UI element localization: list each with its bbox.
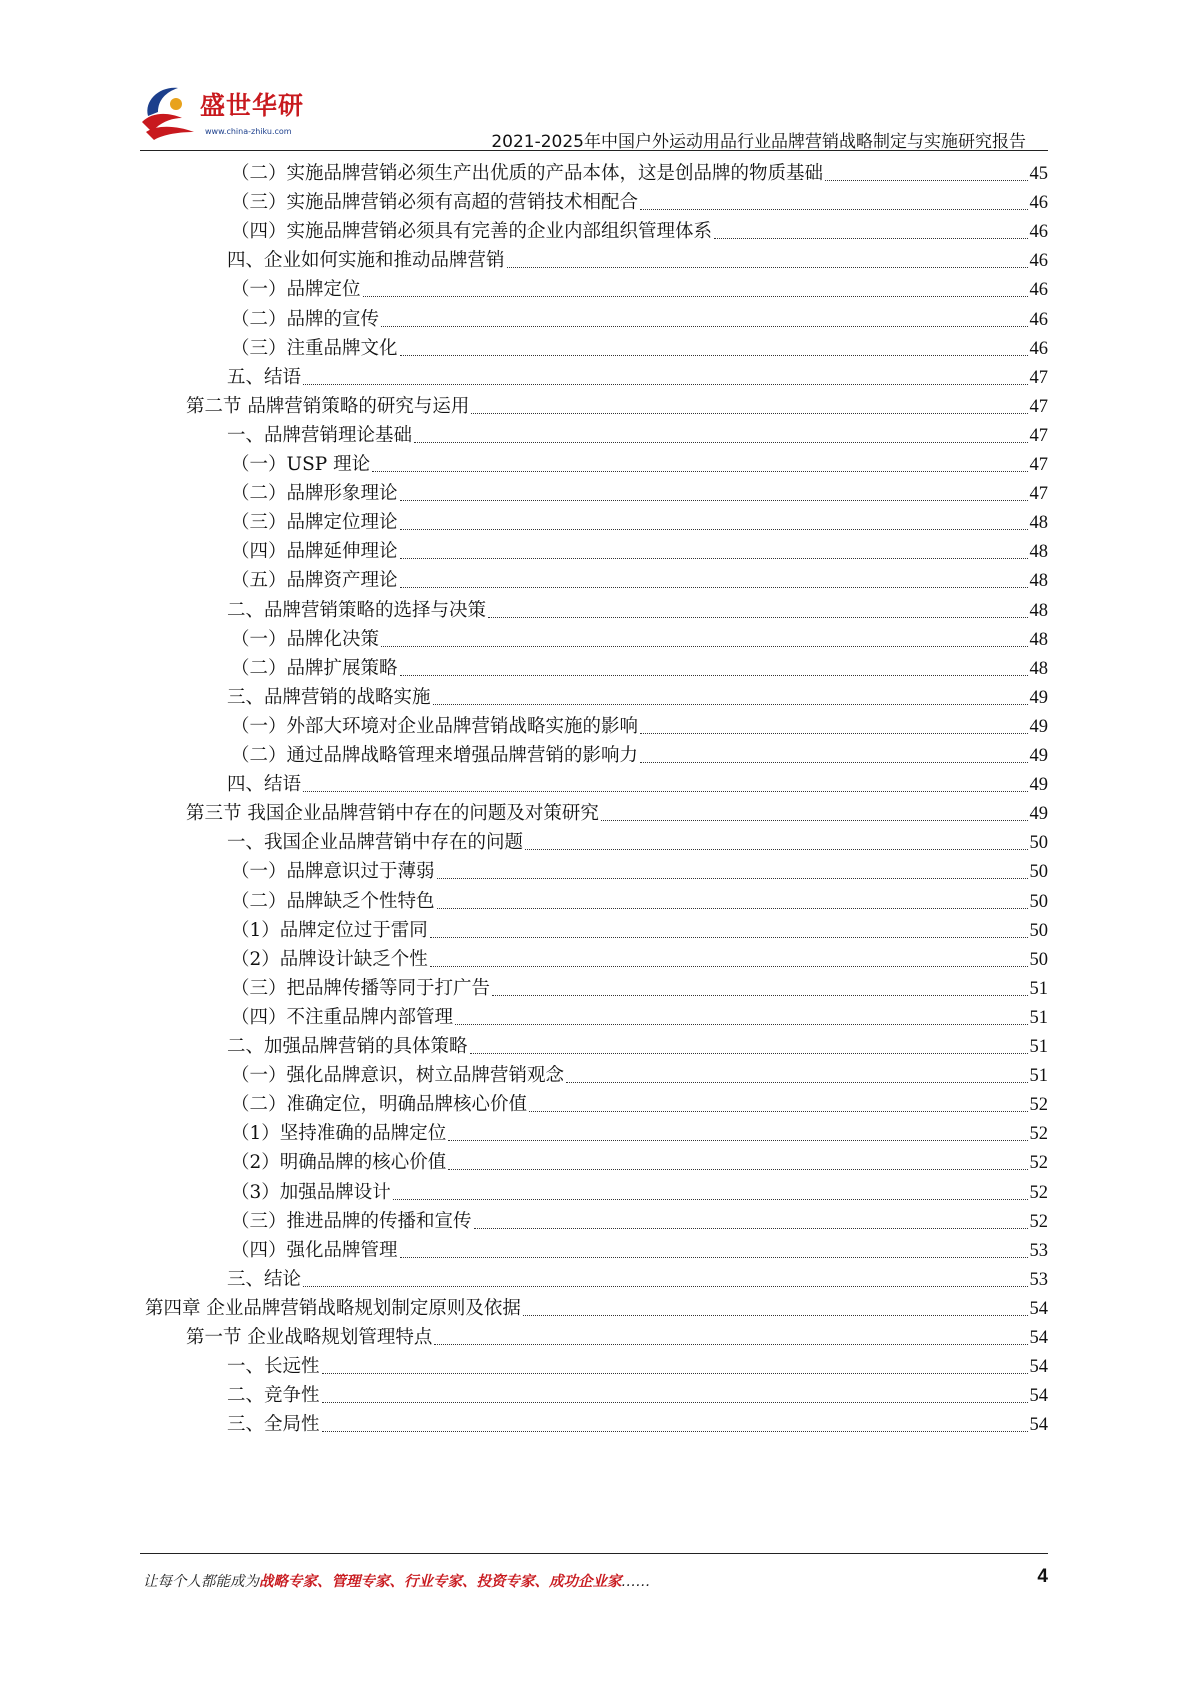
toc-entry-page: 48 — [1029, 513, 1048, 534]
toc-leader-dots — [640, 733, 1027, 734]
toc-entry-page: 50 — [1029, 920, 1048, 941]
toc-leader-dots — [640, 209, 1027, 210]
toc-entry-page: 46 — [1029, 309, 1048, 330]
toc-entry-page: 50 — [1029, 862, 1048, 883]
footer-divider — [140, 1553, 1048, 1554]
toc-entry[interactable] — [231, 944, 1048, 975]
toc-entry-page: 46 — [1029, 251, 1048, 272]
toc-entry[interactable] — [231, 973, 1048, 1004]
toc-entry-page: 48 — [1029, 600, 1048, 621]
toc-leader-dots — [430, 966, 1028, 967]
toc-entry[interactable] — [231, 915, 1048, 946]
company-logo — [138, 82, 318, 146]
toc-leader-dots — [400, 558, 1028, 559]
toc-entry-label: （四）实施品牌营销必须具有完善的企业内部组织管理体系 — [231, 221, 713, 243]
toc-leader-dots — [303, 791, 1027, 792]
toc-entry[interactable] — [231, 187, 1048, 218]
toc-entry[interactable] — [231, 1060, 1048, 1091]
toc-leader-dots — [448, 1140, 1027, 1141]
toc-entry-label: 二、加强品牌营销的具体策略 — [227, 1036, 468, 1057]
toc-entry-label: （一）品牌定位 — [231, 279, 361, 301]
toc-leader-dots — [400, 587, 1028, 588]
header-divider — [140, 150, 1048, 151]
toc-entry[interactable] — [231, 478, 1048, 509]
toc-entry-label: （2）品牌设计缺乏个性 — [231, 948, 428, 970]
toc-leader-dots — [363, 296, 1028, 297]
toc-entry-label: （1）品牌定位过于雷同 — [231, 919, 428, 941]
toc-leader-dots — [492, 995, 1027, 996]
toc-entry-page: 52 — [1029, 1124, 1048, 1145]
toc-entry-page: 45 — [1029, 164, 1048, 184]
toc-leader-dots — [714, 238, 1027, 239]
toc-entry-page: 48 — [1029, 571, 1048, 592]
toc-leader-dots — [640, 762, 1027, 763]
page-header — [0, 0, 1191, 155]
toc-leader-dots — [471, 413, 1027, 414]
toc-entry[interactable] — [231, 565, 1048, 596]
slogan-highlight: 战略专家、管理专家、行业专家、投资专家、成功企业家 — [259, 1574, 622, 1590]
toc-entry-label: （一）品牌意识过于薄弱 — [231, 861, 435, 883]
toc-leader-dots — [322, 1431, 1028, 1432]
toc-entry-label: （四）强化品牌管理 — [231, 1239, 398, 1261]
toc-entry[interactable] — [231, 449, 1048, 480]
toc-entry-page: 54 — [1029, 1298, 1048, 1319]
toc-leader-dots — [437, 878, 1028, 879]
toc-entry-page: 49 — [1029, 687, 1048, 708]
toc-entry[interactable] — [227, 1031, 1048, 1062]
toc-entry[interactable] — [227, 1351, 1048, 1382]
toc-entry-label: （1）坚持准确的品牌定位 — [231, 1123, 447, 1145]
footer-slogan — [143, 1570, 651, 1591]
toc-entry-page: 53 — [1029, 1240, 1048, 1261]
toc-leader-dots — [601, 820, 1028, 821]
toc-entry[interactable] — [186, 1322, 1048, 1353]
toc-entry-label: （二）品牌扩展策略 — [231, 657, 398, 679]
toc-entry-page: 50 — [1029, 949, 1048, 970]
toc-entry-label: 二、竞争性 — [227, 1385, 320, 1407]
toc-entry-label: 一、我国企业品牌营销中存在的问题 — [227, 832, 524, 854]
toc-entry[interactable] — [231, 274, 1048, 305]
toc-entry[interactable] — [231, 1118, 1048, 1149]
toc-entry[interactable] — [231, 653, 1048, 684]
toc-entry[interactable] — [231, 536, 1048, 567]
toc-entry-label: 三、品牌营销的战略实施 — [227, 686, 431, 708]
toc-leader-dots — [322, 1373, 1028, 1374]
toc-entry-label: （二）通过品牌战略管理来增强品牌营销的影响力 — [231, 745, 639, 766]
toc-entry-label: 一、品牌营销理论基础 — [227, 424, 413, 446]
toc-entry-label: （四）品牌延伸理论 — [231, 541, 398, 563]
document-title: 2021-2025年中国户外运动用品行业品牌营销战略制定与实施研究报告 — [491, 132, 1026, 152]
logo-name: 盛世华研 — [200, 91, 305, 120]
toc-entry-page: 46 — [1029, 280, 1048, 301]
toc-entry-label: 四、结语 — [227, 774, 302, 796]
slogan-prefix: 让每个人都能成为 — [143, 1574, 259, 1590]
toc-leader-dots — [372, 471, 1027, 472]
toc-entry[interactable] — [231, 304, 1048, 335]
toc-entry-page: 54 — [1029, 1328, 1048, 1348]
toc-entry-page: 49 — [1029, 775, 1048, 796]
toc-entry[interactable] — [231, 158, 1048, 189]
toc-entry[interactable] — [231, 711, 1048, 742]
toc-entry-label: （3）加强品牌设计 — [231, 1181, 391, 1203]
toc-entry-page: 51 — [1029, 1007, 1048, 1028]
toc-entry-page: 47 — [1029, 484, 1048, 505]
toc-leader-dots — [529, 1111, 1027, 1112]
logo-swoosh-icon — [138, 82, 200, 144]
toc-entry[interactable] — [227, 362, 1048, 393]
toc-entry-page: 50 — [1029, 833, 1048, 854]
toc-leader-dots — [400, 500, 1028, 501]
toc-entry-page: 54 — [1029, 1386, 1048, 1407]
toc-entry[interactable] — [231, 1089, 1048, 1120]
toc-entry-page: 46 — [1029, 338, 1048, 359]
toc-entry-page: 54 — [1029, 1415, 1048, 1436]
toc-entry-label: 二、品牌营销策略的选择与决策 — [227, 599, 487, 621]
toc-entry-page: 51 — [1029, 1037, 1048, 1057]
toc-entry-page: 47 — [1029, 455, 1048, 475]
toc-entry-label: 五、结语 — [227, 366, 302, 388]
toc-entry-page: 47 — [1029, 425, 1048, 446]
toc-entry-page: 53 — [1029, 1269, 1048, 1290]
toc-entry-label: （一）品牌化决策 — [231, 628, 380, 650]
toc-entry-label: （二）准确定位，明确品牌核心价值 — [231, 1094, 528, 1116]
page-number: 4 — [1037, 1566, 1048, 1587]
toc-entry-label: 四、企业如何实施和推动品牌营销 — [227, 250, 505, 272]
toc-entry-page: 52 — [1029, 1211, 1048, 1232]
toc-entry-page: 48 — [1029, 629, 1048, 650]
toc-entry-page: 48 — [1029, 658, 1048, 679]
toc-entry[interactable] — [231, 1206, 1048, 1237]
toc-entry-label: （二）品牌的宣传 — [231, 308, 380, 330]
toc-leader-dots — [393, 1199, 1028, 1200]
toc-entry[interactable] — [227, 420, 1048, 451]
toc-entry[interactable] — [231, 507, 1048, 538]
toc-entry-label: （二）品牌形象理论 — [231, 483, 398, 505]
toc-entry[interactable] — [227, 827, 1048, 858]
toc-entry[interactable] — [231, 624, 1048, 655]
toc-entry-page: 47 — [1029, 367, 1048, 388]
toc-entry-page: 47 — [1029, 396, 1048, 417]
toc-leader-dots — [322, 1402, 1028, 1403]
toc-entry-label: （三）实施品牌营销必须有高超的营销技术相配合 — [231, 192, 639, 214]
toc-leader-dots — [303, 384, 1027, 385]
toc-entry[interactable] — [227, 1409, 1048, 1440]
toc-entry[interactable] — [227, 245, 1048, 276]
toc-entry-label: （三）品牌定位理论 — [231, 512, 398, 534]
toc-entry-label: （三）把品牌传播等同于打广告 — [231, 977, 491, 999]
toc-entry-page: 48 — [1029, 542, 1048, 563]
toc-leader-dots — [825, 180, 1027, 181]
toc-entry-label: （一）外部大环境对企业品牌营销战略实施的影响 — [231, 715, 639, 737]
toc-leader-dots — [470, 1053, 1028, 1054]
toc-entry-page: 46 — [1029, 193, 1048, 214]
toc-leader-dots — [400, 529, 1028, 530]
slogan-suffix: …… — [621, 1574, 651, 1590]
toc-entry-page: 46 — [1029, 222, 1048, 243]
toc-entry-label: （二）品牌缺乏个性特色 — [231, 890, 435, 912]
toc-leader-dots — [507, 267, 1028, 268]
toc-entry-label: 第四章 企业品牌营销战略规划制定原则及依据 — [145, 1297, 521, 1319]
toc-entry-label: 三、结论 — [227, 1268, 302, 1290]
toc-entry[interactable] — [231, 1177, 1048, 1208]
toc-entry-label: 第三节 我国企业品牌营销中存在的问题及对策研究 — [186, 803, 599, 825]
toc-entry-label: 第二节 品牌营销策略的研究与运用 — [186, 395, 470, 417]
toc-entry-page: 52 — [1029, 1095, 1048, 1116]
toc-entry-page: 52 — [1029, 1153, 1048, 1174]
toc-entry[interactable] — [186, 391, 1048, 422]
toc-leader-dots — [400, 675, 1028, 676]
toc-entry-label: （一）USP 理论 — [231, 454, 371, 475]
toc-leader-dots — [303, 1286, 1027, 1287]
toc-entry-page: 49 — [1029, 746, 1048, 766]
toc-entry[interactable] — [227, 1264, 1048, 1295]
toc-entry-page: 54 — [1029, 1357, 1048, 1378]
toc-entry-label: （三）推进品牌的传播和宣传 — [231, 1210, 472, 1232]
toc-entry[interactable] — [231, 740, 1048, 771]
toc-entry-label: （二）实施品牌营销必须生产出优质的产品本体，这是创品牌的物质基础 — [231, 163, 824, 184]
toc-entry[interactable] — [145, 1293, 1048, 1324]
toc-entry[interactable] — [231, 1147, 1048, 1178]
toc-leader-dots — [525, 849, 1027, 850]
toc-entry[interactable] — [231, 216, 1048, 247]
toc-leader-dots — [434, 1344, 1027, 1345]
toc-entry[interactable] — [231, 1002, 1048, 1033]
toc-entry[interactable] — [231, 333, 1048, 364]
toc-entry-page: 49 — [1029, 716, 1048, 737]
toc-entry-label: 一、长远性 — [227, 1356, 320, 1378]
toc-leader-dots — [400, 355, 1028, 356]
toc-leader-dots — [430, 937, 1028, 938]
toc-entry[interactable] — [227, 1380, 1048, 1411]
toc-entry-label: 第一节 企业战略规划管理特点 — [186, 1327, 433, 1348]
toc-leader-dots — [400, 1257, 1028, 1258]
toc-entry[interactable] — [186, 798, 1048, 829]
toc-entry-label: 三、全局性 — [227, 1414, 320, 1436]
toc-entry-label: （四）不注重品牌内部管理 — [231, 1006, 454, 1028]
toc-leader-dots — [381, 326, 1027, 327]
toc-leader-dots — [474, 1228, 1028, 1229]
toc-entry-page: 50 — [1029, 891, 1048, 912]
toc-leader-dots — [448, 1169, 1027, 1170]
toc-entry-page: 51 — [1029, 978, 1048, 999]
toc-leader-dots — [523, 1315, 1028, 1316]
toc-leader-dots — [414, 442, 1027, 443]
toc-entry[interactable] — [231, 856, 1048, 887]
toc-entry[interactable] — [227, 595, 1048, 626]
toc-leader-dots — [381, 646, 1027, 647]
toc-entry[interactable] — [231, 1235, 1048, 1266]
toc-entry-label: （2）明确品牌的核心价值 — [231, 1152, 447, 1174]
toc-leader-dots — [433, 704, 1028, 705]
toc-entry-page: 51 — [1029, 1066, 1048, 1087]
logo-url: www.china-zhiku.com — [205, 127, 292, 136]
toc-leader-dots — [566, 1082, 1027, 1083]
toc-entry-page: 49 — [1029, 804, 1048, 825]
toc-entry[interactable] — [227, 769, 1048, 800]
toc-entry-page: 52 — [1029, 1182, 1048, 1203]
toc-entry-label: （五）品牌资产理论 — [231, 570, 398, 592]
toc-leader-dots — [437, 908, 1028, 909]
toc-entry[interactable] — [227, 682, 1048, 713]
toc-leader-dots — [488, 617, 1027, 618]
toc-entry-label: （三）注重品牌文化 — [231, 337, 398, 359]
toc-leader-dots — [455, 1024, 1027, 1025]
toc-entry-label: （一）强化品牌意识，树立品牌营销观念 — [231, 1065, 565, 1087]
toc-entry[interactable] — [231, 886, 1048, 917]
